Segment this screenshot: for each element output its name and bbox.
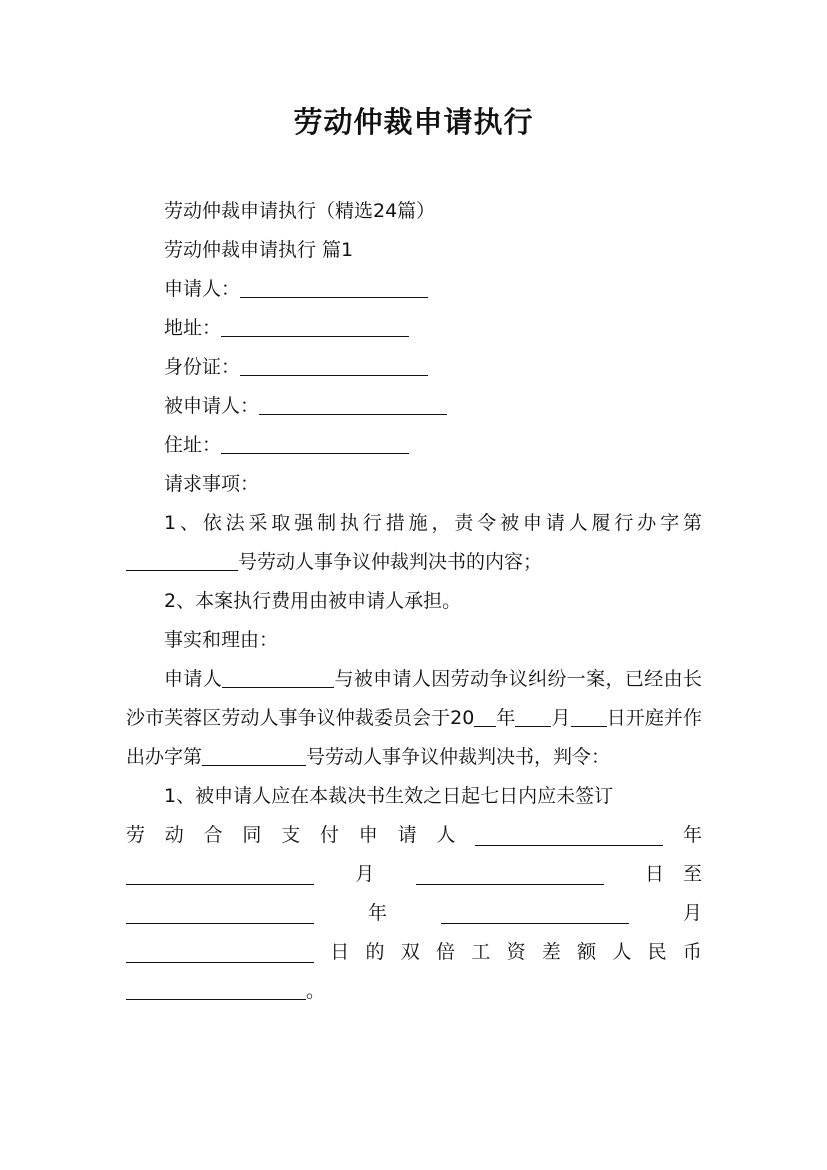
address-label: 地址： [164,317,222,339]
facts-text-1: 申请人 [164,668,223,690]
order-char: 差 [541,941,561,963]
order-blank-3 [416,864,604,885]
claim-1-text-b: 号劳动人事争议仲裁判决书的内容； [238,551,543,573]
order-char: 币 [682,941,702,963]
claim-2: 2、本案执行费用由被申请人承担。 [164,590,462,612]
order-line-1: 1、被申请人应在本裁决书生效之日起七日内应未签订 [164,785,614,807]
order-row-3 [126,855,702,894]
order-row-6 [126,972,702,1011]
claim-1-text-a: 1、依法采取强制执行措施，责令被申请人履行办字第 [164,512,702,534]
order-char: 付 [319,824,339,846]
order-char: 同 [242,824,262,846]
order-char: 双 [400,941,420,963]
facts-text-4: 月 [551,707,571,729]
facts-year-blank [474,706,496,727]
order-char: 月 [682,902,702,924]
respondent-label: 被申请人： [164,395,260,417]
order-char: 日 至 [644,863,702,885]
order-char: 人 [436,824,456,846]
claim-1-blank [126,550,238,571]
order-char: 申 [358,824,378,846]
id-card-label: 身份证： [164,356,241,378]
order-char: 动 [164,824,184,846]
claim-1 [126,504,702,582]
facts-month-blank [515,706,551,727]
order-row-5 [126,933,702,972]
order-char: 人 [612,941,632,963]
residence-blank [221,433,409,454]
order-char: 日 [330,941,350,963]
address-blank [221,316,409,337]
order-char: 支 [281,824,301,846]
order-blank-2 [126,864,314,885]
section-heading: 劳动仲裁申请执行 篇1 [164,239,354,261]
id-card-line [126,348,702,387]
order-char: 合 [203,824,223,846]
order-blank-4 [126,903,314,924]
order-tail: 。 [306,980,326,1002]
facts-heading: 事实和理由： [164,629,279,651]
respondent-line [126,387,702,426]
applicant-line [126,270,702,309]
order-char: 倍 [436,941,456,963]
order-blank-5 [441,903,629,924]
order-char: 的 [365,941,385,963]
document-title: 劳动仲裁申请执行 [293,105,534,139]
order-char: 民 [647,941,667,963]
applicant-blank [240,277,428,298]
facts-text-2: 与被申请人因劳动争议纠纷一案，已经由长沙市芙蓉区劳动人事争议仲裁委员会于20 [126,668,702,729]
order-char: 月 [355,863,375,885]
id-card-blank [240,355,428,376]
claims-heading: 请求事项： [164,473,260,495]
order-blank-7 [126,979,306,1000]
facts-day-blank [571,706,607,727]
residence-line [126,426,702,465]
applicant-label: 申请人： [164,278,241,300]
order-char: 资 [506,941,526,963]
facts-number-blank [202,745,306,766]
subtitle: 劳动仲裁申请执行（精选24篇） [164,200,436,222]
order-row-2 [126,816,702,855]
residence-label: 住址： [164,434,222,456]
order-char: 工 [471,941,491,963]
respondent-blank [259,394,447,415]
order-blank-6 [126,942,314,963]
order-amount-blank-1 [475,825,663,846]
order-char: 年 [367,902,387,924]
facts-text-3: 年 [496,707,516,729]
order-char: 年 [682,824,702,846]
order-char: 请 [397,824,417,846]
order-char: 额 [577,941,597,963]
address-line [126,309,702,348]
facts-text-5: 日开庭并作出办字第 [126,707,702,768]
facts-paragraph [126,660,702,777]
facts-applicant-blank [222,667,334,688]
order-row-4 [126,894,702,933]
document-body [126,192,702,1011]
facts-text-6: 号劳动人事争议仲裁判决书，判令： [306,746,611,768]
order-char: 劳 [126,824,146,846]
